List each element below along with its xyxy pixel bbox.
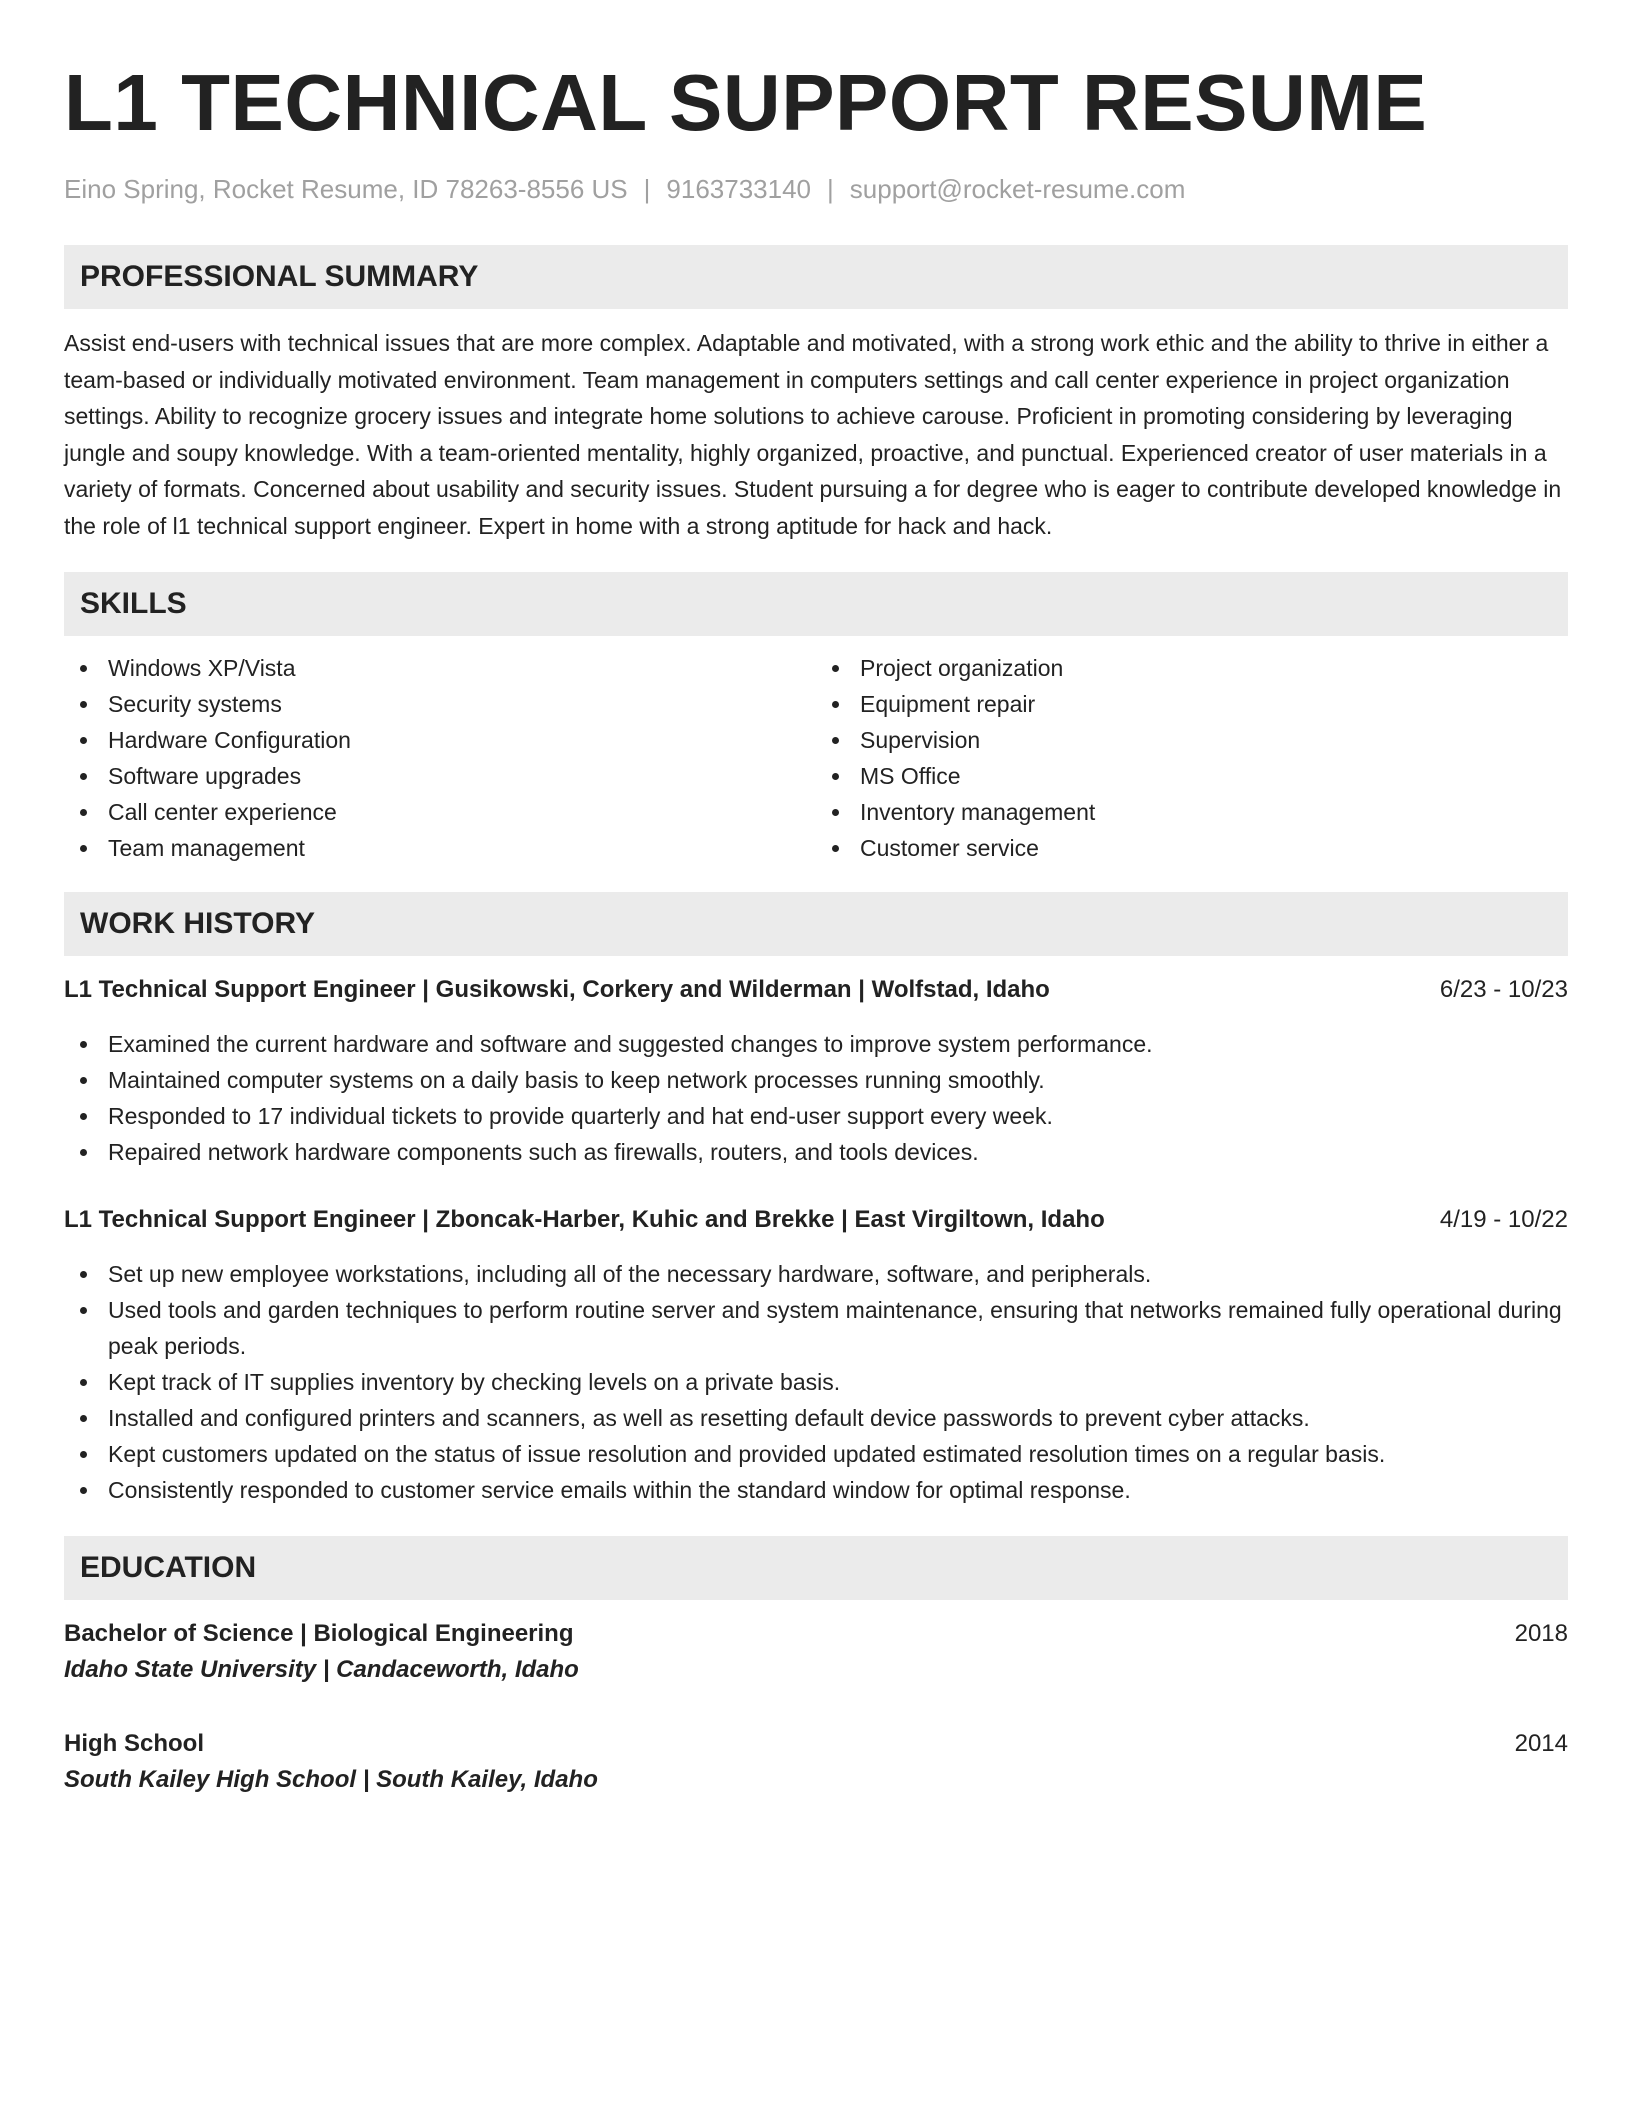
job-dates: 4/19 - 10/22 [1439,1206,1568,1233]
skill-item: Customer service [816,830,1568,866]
education-year: 2014 [1514,1730,1568,1757]
job-duties [64,1256,1568,1508]
contact-phone: 9163733140 [666,174,812,204]
skill-item: Call center experience [64,794,816,830]
skill-item: Project organization [816,650,1568,686]
education-school: Idaho State University | Candaceworth, Idaho [64,1656,579,1683]
education-degree: High School [64,1730,204,1757]
job-duty: Examined the current hardware and software and suggested changes to improve system performance. [64,1026,1568,1062]
job-title: L1 Technical Support Engineer | Zboncak-Harber, Kuhic and Brekke | East Virgiltown, Idaho [64,1206,1105,1233]
resume-title: L1 TECHNICAL SUPPORT RESUME [64,58,1428,147]
job-dates: 6/23 - 10/23 [1439,976,1568,1003]
skill-item: Team management [64,830,816,866]
job-duty: Kept track of IT supplies inventory by checking levels on a private basis. [64,1364,1568,1400]
education-header [64,1616,1568,1652]
job-duty: Maintained computer systems on a daily basis to keep network processes running smoothly. [64,1062,1568,1098]
job-duty: Responded to 17 individual tickets to provide quarterly and hat end-user support every week. [64,1098,1568,1134]
education-degree: Bachelor of Science | Biological Engineering [64,1620,574,1647]
skill-item: Hardware Configuration [64,722,816,758]
job-entry [64,972,1568,1170]
job-duty: Set up new employee workstations, including all of the necessary hardware, software, and peripherals. [64,1256,1568,1292]
work-history-heading: WORK HISTORY [64,892,1568,956]
education-header [64,1726,1568,1762]
job-duty: Kept customers updated on the status of issue resolution and provided updated estimated resolution times on a regular basis. [64,1436,1568,1472]
skill-item: Equipment repair [816,686,1568,722]
job-header [64,1202,1568,1238]
education-year: 2018 [1514,1620,1568,1647]
contact-address: Eino Spring, Rocket Resume, ID 78263-8556 US [64,174,628,204]
education-heading: EDUCATION [64,1536,1568,1600]
contact-separator: | [827,174,834,204]
contact-line [64,172,1568,206]
summary-text: Assist end-users with technical issues that are more complex. Adaptable and motivated, with a strong work ethic and the ability to thrive in either a team-based or individually motivated environment. Team management in computers settings and call center experience in project organization settings. Ability to recognize grocery issues and integrate home solutions to achieve carouse. Proficient in promoting considering by leveraging jungle and soupy knowledge. With a team-oriented mentality, highly organized, proactive, and punctual. Experienced creator of user materials in a variety of formats. Concerned about usability and security issues. Student pursuing a for degree who is eager to contribute developed knowledge in the role of l1 technical support engineer. Expert in home with a strong aptitude for hack and hack. [64,330,1562,539]
job-entry [64,1202,1568,1508]
contact-separator: | [643,174,651,204]
summary-heading: PROFESSIONAL SUMMARY [64,245,1568,309]
job-duty: Repaired network hardware components such as firewalls, routers, and tools devices. [64,1134,1568,1170]
contact-email: support@rocket-resume.com [849,174,1186,204]
job-duties [64,1026,1568,1170]
education-entry [64,1726,1568,1798]
skills-list [64,650,1568,866]
skill-item: Supervision [816,722,1568,758]
skills-column-left [64,650,816,866]
job-duty: Consistently responded to customer service emails within the standard window for optimal response. [64,1472,1568,1508]
skill-item: Software upgrades [64,758,816,794]
skill-item: MS Office [816,758,1568,794]
skill-item: Windows XP/Vista [64,650,816,686]
skill-item: Inventory management [816,794,1568,830]
education-school: South Kailey High School | South Kailey, Idaho [64,1766,598,1793]
job-duty: Used tools and garden techniques to perform routine server and system maintenance, ensuring that networks remained fully operational during peak periods. [64,1292,1568,1364]
education-entry [64,1616,1568,1688]
skill-item: Security systems [64,686,816,722]
skills-heading: SKILLS [64,572,1568,636]
job-duty: Installed and configured printers and scanners, as well as resetting default device passwords to prevent cyber attacks. [64,1400,1568,1436]
skills-column-right [816,650,1568,866]
job-header [64,972,1568,1008]
job-title: L1 Technical Support Engineer | Gusikowski, Corkery and Wilderman | Wolfstad, Idaho [64,976,1050,1003]
